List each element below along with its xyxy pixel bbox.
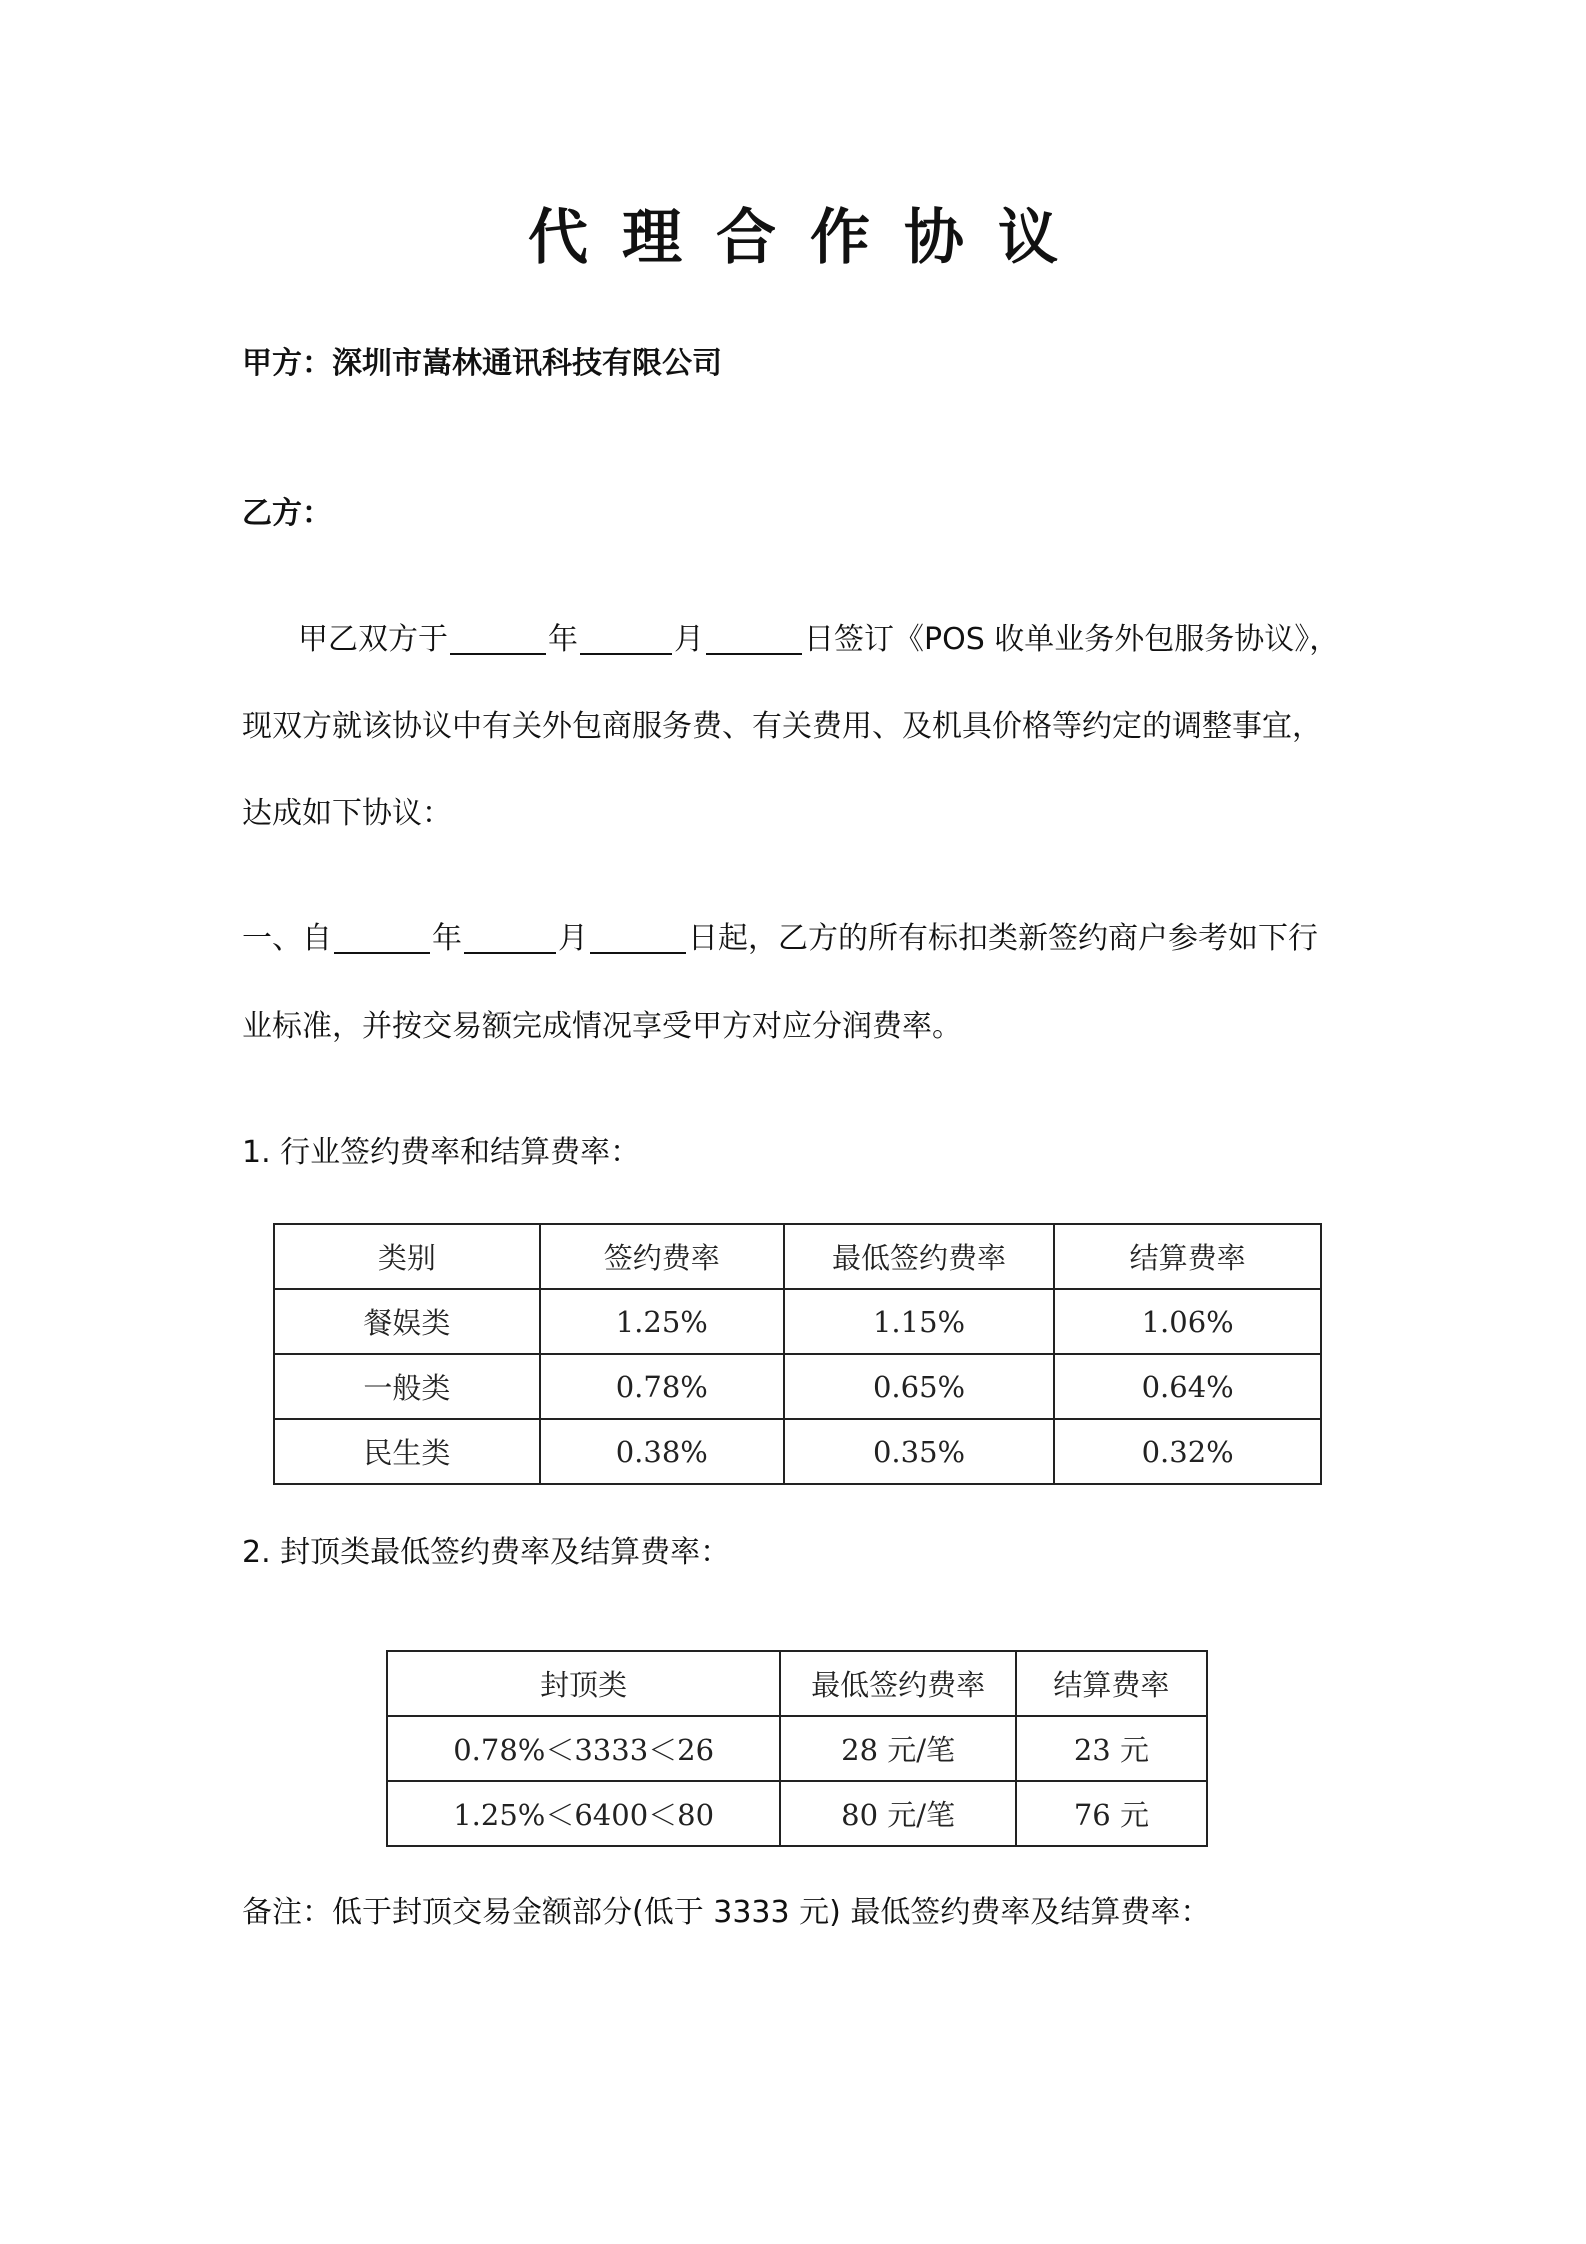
table-row xyxy=(274,1289,1321,1354)
intro-line-3: 达成如下协议： xyxy=(242,796,452,831)
intro-day-suffix: 日签订《POS 收单业务外包服务协议》， xyxy=(804,622,1340,657)
table-cell: 0.38% xyxy=(540,1419,784,1484)
table-cell: 1.25% xyxy=(540,1289,784,1354)
section1-day-blank[interactable] xyxy=(590,922,686,954)
capped-rates-table xyxy=(386,1650,1208,1847)
table-row xyxy=(274,1419,1321,1484)
section1-month-blank[interactable] xyxy=(464,922,556,954)
table-cell: 0.32% xyxy=(1054,1419,1321,1484)
table-cell: 餐娱类 xyxy=(274,1289,540,1354)
table-cell: 0.35% xyxy=(784,1419,1055,1484)
table-cell: 1.06% xyxy=(1054,1289,1321,1354)
table-cell: 0.64% xyxy=(1054,1354,1321,1419)
table-row xyxy=(274,1354,1321,1419)
table-cell: 28 元/笔 xyxy=(780,1716,1016,1781)
intro-month-blank[interactable] xyxy=(580,623,672,655)
party-a-label: 甲方： xyxy=(242,346,332,381)
subsection1-heading: 1. 行业签约费率和结算费率： xyxy=(242,1135,641,1170)
intro-year-blank[interactable] xyxy=(450,623,546,655)
party-a-line xyxy=(242,344,1362,384)
table-header-row xyxy=(387,1651,1207,1716)
table-cell: 0.65% xyxy=(784,1354,1055,1419)
intro-day-blank[interactable] xyxy=(706,623,802,655)
subsection2-heading: 2. 封顶类最低签约费率及结算费率： xyxy=(242,1535,731,1570)
table-cell: 一般类 xyxy=(274,1354,540,1419)
section1-year-blank[interactable] xyxy=(334,922,430,954)
table-header-cell: 类别 xyxy=(274,1224,540,1289)
table-cell: 0.78%＜3333＜26 xyxy=(387,1716,780,1781)
industry-rates-table xyxy=(273,1223,1322,1485)
party-a-name: 深圳市嵩林通讯科技有限公司 xyxy=(332,346,722,381)
table-header-cell: 最低签约费率 xyxy=(780,1651,1016,1716)
table-header-cell: 结算费率 xyxy=(1016,1651,1207,1716)
table-header-cell: 封顶类 xyxy=(387,1651,780,1716)
table-row xyxy=(387,1781,1207,1846)
section1-line-1 xyxy=(242,919,1362,959)
party-b-line xyxy=(242,494,1362,534)
table-header-cell: 结算费率 xyxy=(1054,1224,1321,1289)
table-cell: 1.15% xyxy=(784,1289,1055,1354)
intro-line-2: 现双方就该协议中有关外包商服务费、有关费用、及机具价格等约定的调整事宜， xyxy=(242,709,1322,744)
section1-prefix: 一、自 xyxy=(242,921,332,956)
section1-month-label: 月 xyxy=(558,921,588,956)
section1-day-suffix: 日起，乙方的所有标扣类新签约商户参考如下行 xyxy=(688,921,1318,956)
table-cell: 80 元/笔 xyxy=(780,1781,1016,1846)
document-title: 代理合作协议 xyxy=(528,203,1092,273)
table-header-row xyxy=(274,1224,1321,1289)
section1-line-2: 业标准，并按交易额完成情况享受甲方对应分润费率。 xyxy=(242,1009,962,1044)
intro-month-label: 月 xyxy=(674,622,704,657)
table-cell: 民生类 xyxy=(274,1419,540,1484)
intro-line-1 xyxy=(298,620,1418,660)
table-header-cell: 最低签约费率 xyxy=(784,1224,1055,1289)
table-cell: 0.78% xyxy=(540,1354,784,1419)
note-line: 备注：低于封顶交易金额部分(低于 3333 元) 最低签约费率及结算费率： xyxy=(242,1895,1211,1930)
table-row xyxy=(387,1716,1207,1781)
intro-prefix: 甲乙双方于 xyxy=(298,622,448,657)
intro-year-label: 年 xyxy=(548,622,578,657)
party-b-label: 乙方： xyxy=(242,496,332,531)
table-cell: 1.25%＜6400＜80 xyxy=(387,1781,780,1846)
table-cell: 76 元 xyxy=(1016,1781,1207,1846)
section1-year-label: 年 xyxy=(432,921,462,956)
table-header-cell: 签约费率 xyxy=(540,1224,784,1289)
table-cell: 23 元 xyxy=(1016,1716,1207,1781)
